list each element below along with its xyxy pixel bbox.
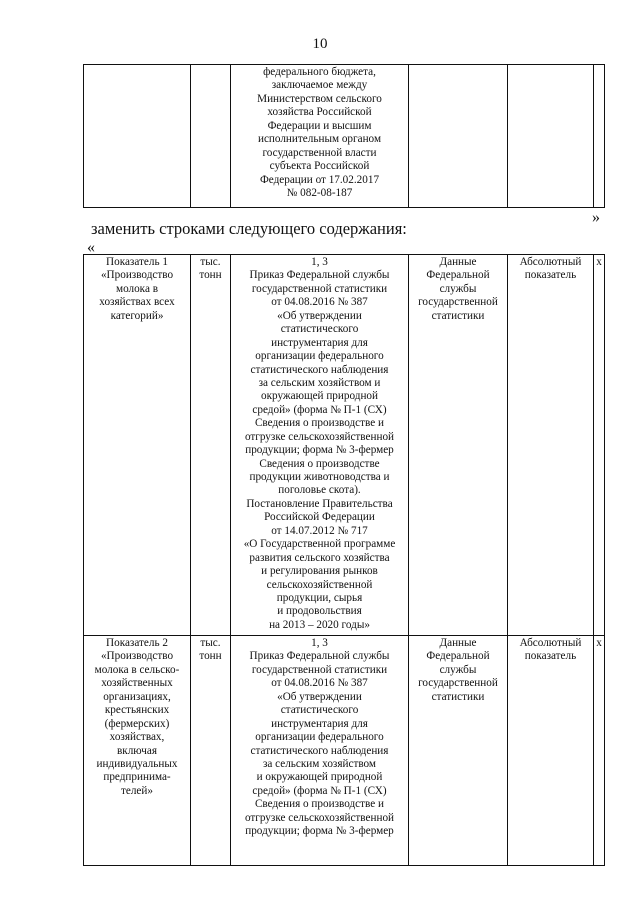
text-line: Постановление Правительства xyxy=(246,497,393,510)
text-line: службы xyxy=(439,282,477,295)
text-line: Сведения о производстве xyxy=(259,457,380,470)
text-line: Приказ Федеральной службы xyxy=(249,650,390,663)
table-cell xyxy=(191,65,231,208)
text-line: субъекта Российской xyxy=(269,160,370,173)
text-line: средой» (форма № П-1 (СХ) xyxy=(252,784,387,797)
text-line: сельскохозяйственной xyxy=(266,578,373,591)
unit-cell xyxy=(191,255,231,636)
text-line: отгрузке сельскохозяйственной xyxy=(244,430,395,443)
text-line: службы xyxy=(439,663,477,676)
text-line: развития сельского хозяйства xyxy=(249,551,390,564)
text-line: инструментария для xyxy=(271,336,368,349)
text-line: Сведения о производстве и xyxy=(254,417,385,430)
text-line: продукции; форма № 3-фермер xyxy=(245,825,394,838)
table-cell xyxy=(409,65,508,208)
text-line: организации федерального xyxy=(255,731,384,744)
text-line: предпринима- xyxy=(103,771,171,784)
text-line: x xyxy=(596,256,602,268)
table-cell xyxy=(594,65,605,208)
text-line: телей» xyxy=(121,784,153,797)
text-line: и регулирования рынков xyxy=(261,565,378,578)
text-line: показатель xyxy=(524,650,577,663)
text-line: статистического наблюдения xyxy=(250,744,389,757)
text-line: молока в сельско- xyxy=(94,663,180,676)
text-line: статистического xyxy=(280,704,359,717)
text-line: от 04.08.2016 № 387 xyxy=(271,677,368,690)
text-line: Федерации и высшим xyxy=(267,119,372,132)
text-line: средой» (форма № П-1 (СХ) xyxy=(252,403,387,416)
text-line: «Производство xyxy=(100,269,174,282)
closing-quote: » xyxy=(592,209,600,226)
data-source-cell xyxy=(409,255,508,636)
text-line: тонн xyxy=(199,269,222,282)
text-line: Показатель 2 xyxy=(106,637,168,649)
text-line: категорий» xyxy=(110,309,164,322)
text-line: государственной статистики xyxy=(251,282,388,295)
text-line: Федеральной xyxy=(426,269,490,282)
text-line: Российской Федерации xyxy=(264,511,375,524)
text-line: показатель xyxy=(524,269,577,282)
text-line: включая xyxy=(117,744,157,757)
source-cell xyxy=(231,255,409,636)
text-line: продукции, сырья xyxy=(276,591,363,604)
text-line: индивидуальных xyxy=(96,757,178,770)
opening-quote: « xyxy=(87,239,95,256)
text-line: государственной статистики xyxy=(251,663,388,676)
text-line: за сельским хозяйством xyxy=(262,757,377,770)
text-line: на 2013 – 2020 годы» xyxy=(269,618,370,631)
text-line: хозяйствах, xyxy=(109,731,165,744)
text-line: государственной власти xyxy=(262,146,377,159)
text-line: заключаемое между xyxy=(271,79,368,92)
replacement-instruction: заменить строками следующего содержания: xyxy=(91,219,407,238)
text-line: и продовольствия xyxy=(277,605,362,618)
indicator-cell xyxy=(84,636,191,866)
text-line: продукции; форма № 3-фермер xyxy=(245,444,394,457)
text-line: 1, 3 xyxy=(311,256,328,268)
text-line: Данные xyxy=(439,637,477,649)
text-line: тыс. xyxy=(200,256,221,268)
indicators-table xyxy=(83,254,605,866)
text-line: за сельским хозяйством и xyxy=(258,376,381,389)
text-line: Абсолютный xyxy=(519,637,582,649)
indicator-cell xyxy=(84,255,191,636)
text-line: организациях, xyxy=(103,690,171,703)
text-line: «Об утверждении xyxy=(277,309,362,322)
text-line: государственной xyxy=(418,677,498,690)
text-line: хозяйствах всех xyxy=(99,296,175,309)
text-line: 1, 3 xyxy=(311,637,328,649)
text-line: молока в xyxy=(115,282,158,295)
indicator-type-cell xyxy=(508,255,594,636)
table-cell xyxy=(84,65,191,208)
text-line: крестьянских xyxy=(104,704,170,717)
text-line: поголовье скота). xyxy=(278,484,361,497)
text-line: Федерации от 17.02.2017 xyxy=(259,173,380,186)
table-cell xyxy=(231,65,409,208)
text-line: инструментария для xyxy=(271,717,368,730)
table-row xyxy=(84,65,605,208)
text-line: «Производство xyxy=(100,650,174,663)
text-line: федерального бюджета, xyxy=(263,66,376,78)
text-line: Министерством сельского xyxy=(257,92,382,105)
indicator-type-cell xyxy=(508,636,594,866)
text-line: Федеральной xyxy=(426,650,490,663)
data-source-cell xyxy=(409,636,508,866)
text-line: (фермерских) xyxy=(104,717,170,730)
text-line: «Об утверждении xyxy=(277,690,362,703)
text-line: от 14.07.2012 № 717 xyxy=(271,524,368,537)
table-cell xyxy=(508,65,594,208)
text-line: хозяйства Российской xyxy=(267,106,372,119)
text-line: государственной xyxy=(418,296,498,309)
text-line: продукции животноводства и xyxy=(249,471,390,483)
text-line: x xyxy=(596,637,602,649)
text-line: статистики xyxy=(431,309,485,322)
table-row xyxy=(84,255,605,636)
text-line: Показатель 1 xyxy=(106,256,168,268)
text-line: окружающей природной xyxy=(260,390,379,403)
text-line: от 04.08.2016 № 387 xyxy=(271,296,368,309)
mark-cell xyxy=(594,255,605,636)
text-line: и окружающей природной xyxy=(256,771,383,784)
text-line: хозяйственных xyxy=(101,677,173,690)
source-cell xyxy=(231,636,409,866)
text-line: статистики xyxy=(431,690,485,703)
text-line: отгрузке сельскохозяйственной xyxy=(244,811,395,824)
text-line: Приказ Федеральной службы xyxy=(249,269,390,282)
text-line: организации федерального xyxy=(255,350,384,363)
text-line: Сведения о производстве и xyxy=(254,798,385,811)
mark-cell xyxy=(594,636,605,866)
table-row xyxy=(84,636,605,866)
text-line: Данные xyxy=(439,256,477,268)
text-line: тыс. xyxy=(200,637,221,649)
text-line: тонн xyxy=(199,650,222,663)
top-table xyxy=(83,64,605,208)
text-line: статистического наблюдения xyxy=(250,363,389,376)
text-line: № 082-08-187 xyxy=(286,186,353,199)
text-line: статистического xyxy=(280,323,359,336)
text-line: исполнительным органом xyxy=(257,133,382,146)
page-number: 10 xyxy=(312,36,328,52)
unit-cell xyxy=(191,636,231,866)
text-line: Абсолютный xyxy=(519,256,582,268)
text-line: «О Государственной программе xyxy=(243,538,396,551)
